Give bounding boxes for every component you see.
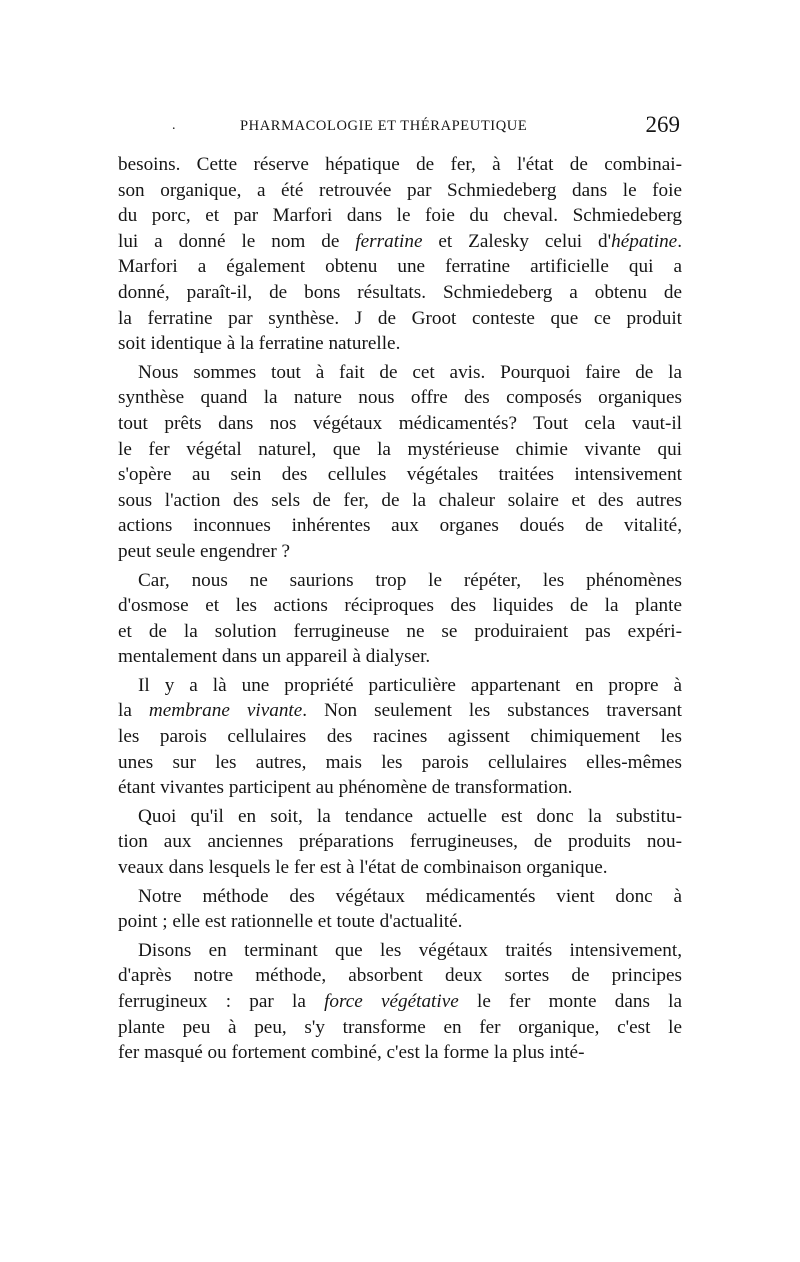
text-line: point ; elle est rationnelle et toute d'actualité. xyxy=(118,911,463,933)
text-line: d'osmose et les actions réciproques des liquides de la plante xyxy=(118,595,682,617)
text-line: la ferratine par synthèse. J de Groot conteste que ce produit xyxy=(118,307,682,329)
text-line: mentalement dans un appareil à dialyser. xyxy=(118,646,431,668)
text-line: veaux dans lesquels le fer est à l'état de combinaison organique. xyxy=(118,857,608,879)
text-line: lui a donné le nom de ferratine et Zalesky celui d'hépatine. xyxy=(118,230,682,252)
text-line: tout prêts dans nos végétaux médicamentés? Tout cela vaut-il xyxy=(118,412,682,434)
paragraph xyxy=(118,884,682,935)
running-title: PHARMACOLOGIE ET THÉRAPEUTIQUE xyxy=(240,118,528,134)
text-line: Disons en terminant que les végétaux traités intensivement, xyxy=(138,939,682,961)
paragraph xyxy=(118,673,682,801)
body-text xyxy=(118,152,682,1069)
page-number: 269 xyxy=(645,112,680,137)
text-line: Car, nous ne saurions trop le répéter, les phénomènes xyxy=(138,569,682,591)
text-line: actions inconnues inhérentes aux organes doués de vitalité, xyxy=(118,515,682,537)
text-line: donné, paraît-il, de bons résultats. Schmiedeberg a obtenu de xyxy=(118,281,682,303)
text-line: ferrugineux : par la force végétative le fer monte dans la xyxy=(118,991,682,1012)
text-line: fer masqué ou fortement combiné, c'est la forme la plus inté- xyxy=(118,1042,585,1064)
text-line: soit identique à la ferratine naturelle. xyxy=(118,333,401,355)
text-line: étant vivantes participent au phénomène de transformation. xyxy=(118,777,573,799)
text-line: d'après notre méthode, absorbent deux sortes de principes xyxy=(118,965,682,987)
paragraph xyxy=(118,938,682,1066)
paragraph xyxy=(118,360,682,565)
text-line: Marfori a également obtenu une ferratine artificielle qui a xyxy=(118,256,682,278)
text-line: peut seule engendrer ? xyxy=(118,540,291,562)
paragraph xyxy=(118,568,682,670)
text-line: le fer végétal naturel, que la mystérieuse chimie vivante qui xyxy=(118,438,682,460)
paragraph xyxy=(118,152,682,357)
text-line: et de la solution ferrugineuse ne se produiraient pas expéri- xyxy=(118,620,682,642)
text-line: les parois cellulaires des racines agissent chimiquement les xyxy=(118,726,682,748)
text-line: Quoi qu'il en soit, la tendance actuelle est donc la substitu- xyxy=(138,805,682,827)
page-header xyxy=(118,112,682,142)
paragraph xyxy=(118,804,682,881)
text-line: Nous sommes tout à fait de cet avis. Pourquoi faire de la xyxy=(138,361,682,383)
text-line: plante peu à peu, s'y transforme en fer organique, c'est le xyxy=(118,1016,682,1038)
text-line: synthèse quand la nature nous offre des composés organiques xyxy=(118,387,682,409)
text-line: s'opère au sein des cellules végétales traitées intensivement xyxy=(118,464,682,486)
text-line: son organique, a été retrouvée par Schmiedeberg dans le foie xyxy=(118,179,682,201)
text-line: besoins. Cette réserve hépatique de fer, à l'état de combinai- xyxy=(118,154,682,175)
text-line: unes sur les autres, mais les parois cellulaires elles-mêmes xyxy=(118,751,682,773)
text-line: Il y a là une propriété particulière appartenant en propre à xyxy=(138,674,682,696)
text-line: du porc, et par Marfori dans le foie du cheval. Schmiedeberg xyxy=(118,205,682,227)
text-line: tion aux anciennes préparations ferrugineuses, de produits nou- xyxy=(118,831,682,853)
paragraph-gap xyxy=(118,1066,682,1069)
text-line: la membrane vivante. Non seulement les substances traversant xyxy=(118,700,682,722)
text-line: Notre méthode des végétaux médicamentés vient donc à xyxy=(138,885,682,907)
text-line: sous l'action des sels de fer, de la chaleur solaire et des autres xyxy=(118,489,682,511)
header-mark: . xyxy=(172,118,176,133)
